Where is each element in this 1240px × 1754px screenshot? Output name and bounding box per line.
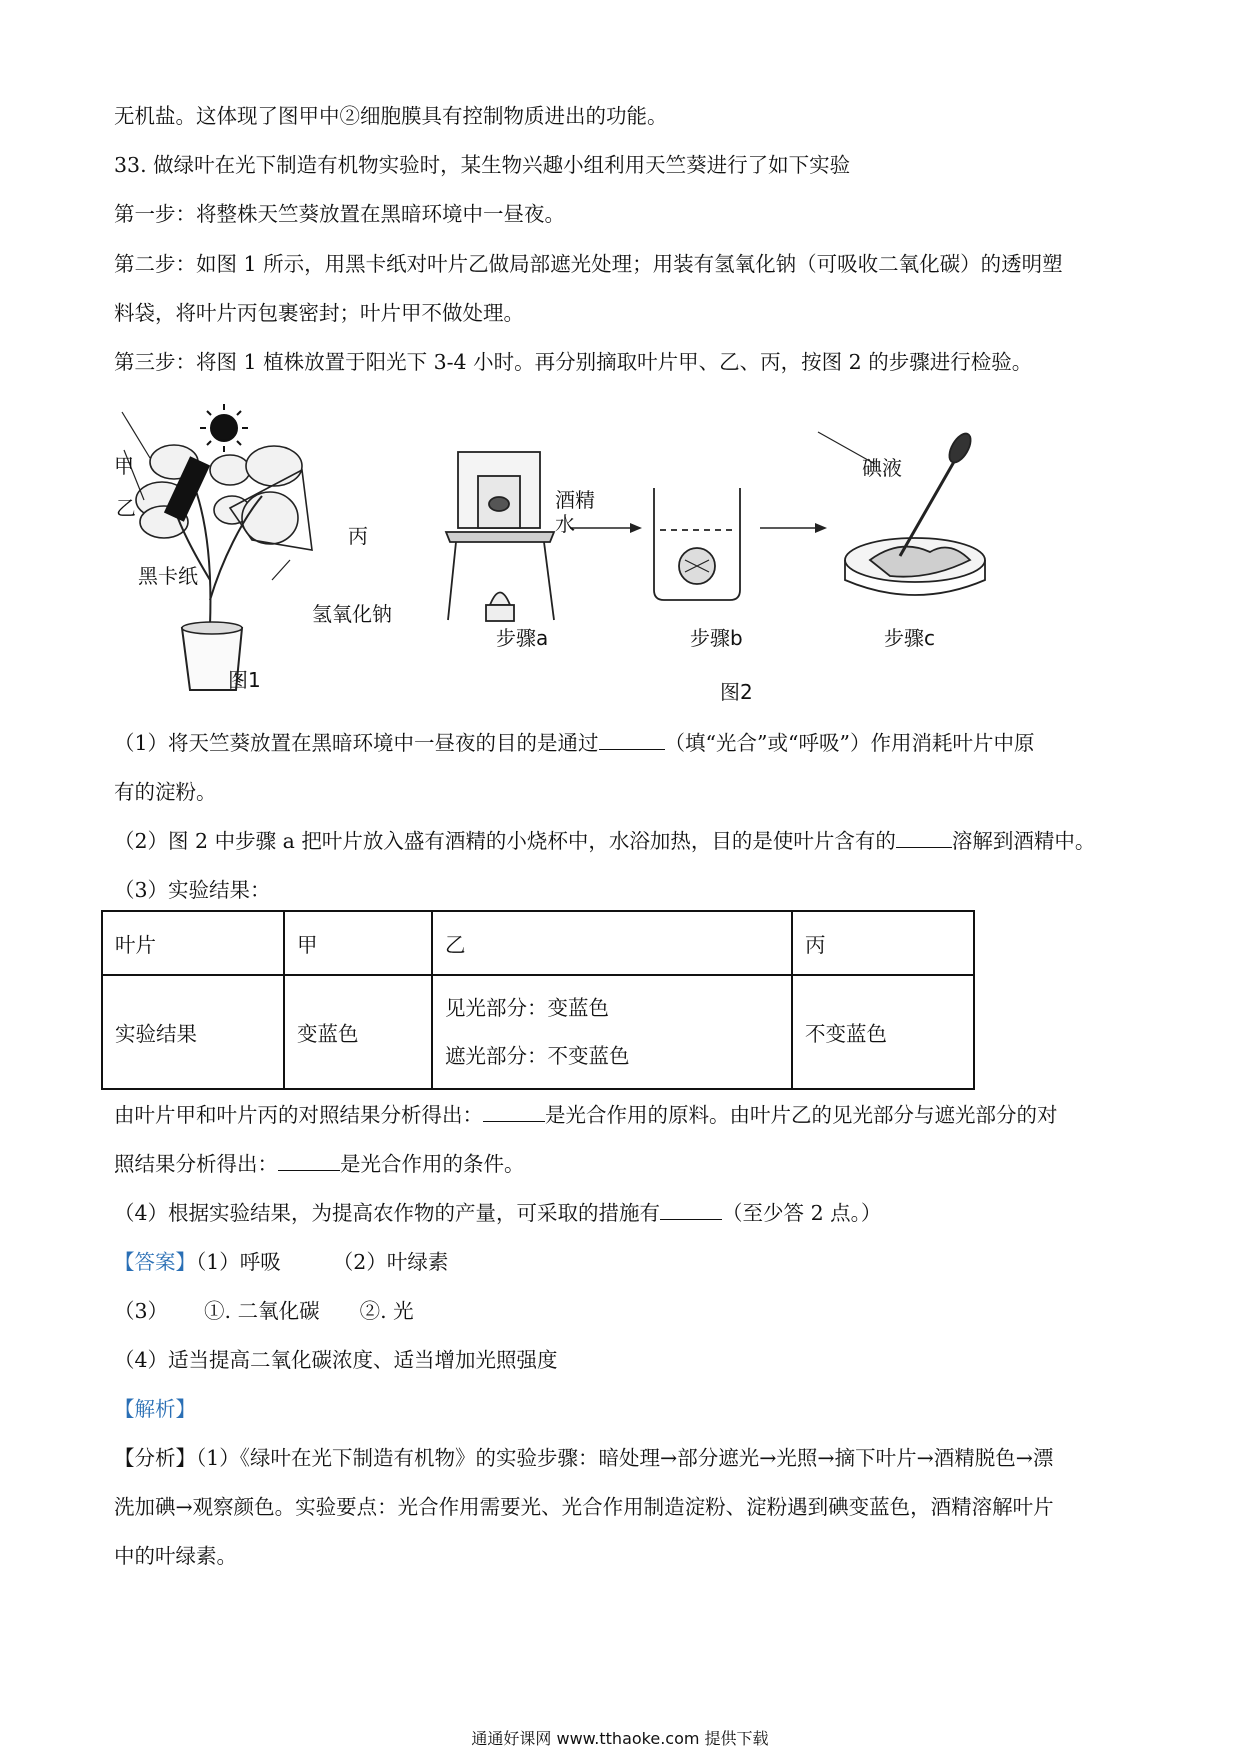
leaf-bing — [242, 492, 298, 544]
table-cell: 实验结果 — [102, 975, 284, 1089]
yi-shaded-part: 遮光部分：不变蓝色 — [445, 1044, 630, 1068]
label-bing: 丙 — [348, 524, 368, 548]
table-cell: 不变蓝色 — [792, 975, 974, 1089]
table-cell: 乙 — [432, 911, 792, 975]
table-row — [102, 975, 974, 1089]
answer-blank[interactable] — [278, 1150, 340, 1171]
answer-blank[interactable] — [599, 729, 665, 750]
table-cell: 叶片 — [102, 911, 284, 975]
intro-line: 无机盐。这体现了图甲中②细胞膜具有控制物质进出的功能。 — [114, 104, 668, 128]
answer-blank[interactable] — [896, 827, 952, 848]
figure-2-caption: 图2 — [720, 680, 753, 704]
explain-line-3: 中的叶绿素。 — [114, 1544, 237, 1568]
table-cell — [432, 975, 792, 1089]
step-2-line-2: 料袋，将叶片丙包裹密封；叶片甲不做处理。 — [114, 301, 524, 325]
results-table — [101, 910, 975, 1090]
figure-1-plant — [112, 400, 412, 700]
analysis-line-1: 由叶片甲和叶片丙的对照结果分析得出： 是光合作用的原料。由叶片乙的见光部分与遮光部分的对 — [114, 1103, 1058, 1127]
footer: 通通好课网 www.tthaoke.com 提供下载 — [471, 1729, 769, 1748]
explain-tag: 【解析】 — [114, 1397, 196, 1421]
sub-question-1: （1）将天竺葵放置在黑暗环境中一昼夜的目的是通过 （填“光合”或“呼吸”）作用消耗叶片中原 — [114, 731, 1035, 755]
answer-blank[interactable] — [660, 1199, 722, 1220]
sub-question-3-heading: （3）实验结果： — [114, 878, 271, 902]
step-c-label: 步骤c — [884, 626, 935, 650]
sub-question-1-line-2: 有的淀粉。 — [114, 780, 217, 804]
answer-line-2: （3） ①. 二氧化碳 ②. 光 — [114, 1299, 414, 1323]
question-title: 33. 做绿叶在光下制造有机物实验时，某生物兴趣小组利用天竺葵进行了如下实验 — [114, 153, 851, 177]
sub-question-2: （2）图 2 中步骤 a 把叶片放入盛有酒精的小烧杯中，水浴加热，目的是使叶片含有的 溶解到酒精中。 — [114, 829, 1096, 853]
step-2-line-1: 第二步：如图 1 所示，用黑卡纸对叶片乙做局部遮光处理；用装有氢氧化钠（可吸收二氧化碳）的透明塑 — [114, 252, 1063, 276]
answer-tag: 【答案】 — [114, 1250, 196, 1274]
table-cell: 甲 — [284, 911, 432, 975]
label-water: 水 — [555, 512, 575, 536]
answer-line-1: 【答案】（1）呼吸 （2）叶绿素 — [114, 1250, 449, 1274]
label-yi: 乙 — [116, 496, 136, 520]
explain-line-2: 洗加碘→观察颜色。实验要点：光合作用需要光、光合作用制造淀粉、淀粉遇到碘变蓝色，酒精溶解叶片 — [114, 1495, 1054, 1519]
label-jia: 甲 — [114, 454, 134, 478]
step-3: 第三步：将图 1 植株放置于阳光下 3-4 小时。再分别摘取叶片甲、乙、丙，按图 2 的步骤进行检验。 — [114, 350, 1033, 374]
explain-line-1: 【分析】（1）《绿叶在光下制造有机物》的实验步骤：暗处理→部分遮光→光照→摘下叶片→酒精脱色→漂 — [114, 1446, 1054, 1470]
label-alcohol: 酒精 — [555, 488, 595, 512]
table-cell: 变蓝色 — [284, 975, 432, 1089]
sun-icon — [200, 404, 248, 452]
table-cell: 丙 — [792, 911, 974, 975]
step-a-label: 步骤a — [496, 626, 549, 650]
yi-light-part: 见光部分：变蓝色 — [445, 996, 609, 1020]
label-iodine: 碘液 — [862, 456, 902, 480]
table-header-row — [102, 911, 974, 975]
analysis-line-2: 照结果分析得出： 是光合作用的条件。 — [114, 1152, 525, 1176]
step-b-label: 步骤b — [690, 626, 743, 650]
step-1: 第一步：将整株天竺葵放置在黑暗环境中一昼夜。 — [114, 202, 565, 226]
label-black-card: 黑卡纸 — [138, 564, 198, 588]
label-naoh: 氢氧化钠 — [312, 602, 392, 626]
sub-question-4: （4）根据实验结果，为提高农作物的产量，可采取的措施有 （至少答 2 点。） — [114, 1201, 882, 1225]
figure-1-caption: 图1 — [228, 668, 261, 692]
answer-line-3: （4）适当提高二氧化碳浓度、适当增加光照强度 — [114, 1348, 558, 1372]
answer-blank[interactable] — [483, 1101, 545, 1122]
